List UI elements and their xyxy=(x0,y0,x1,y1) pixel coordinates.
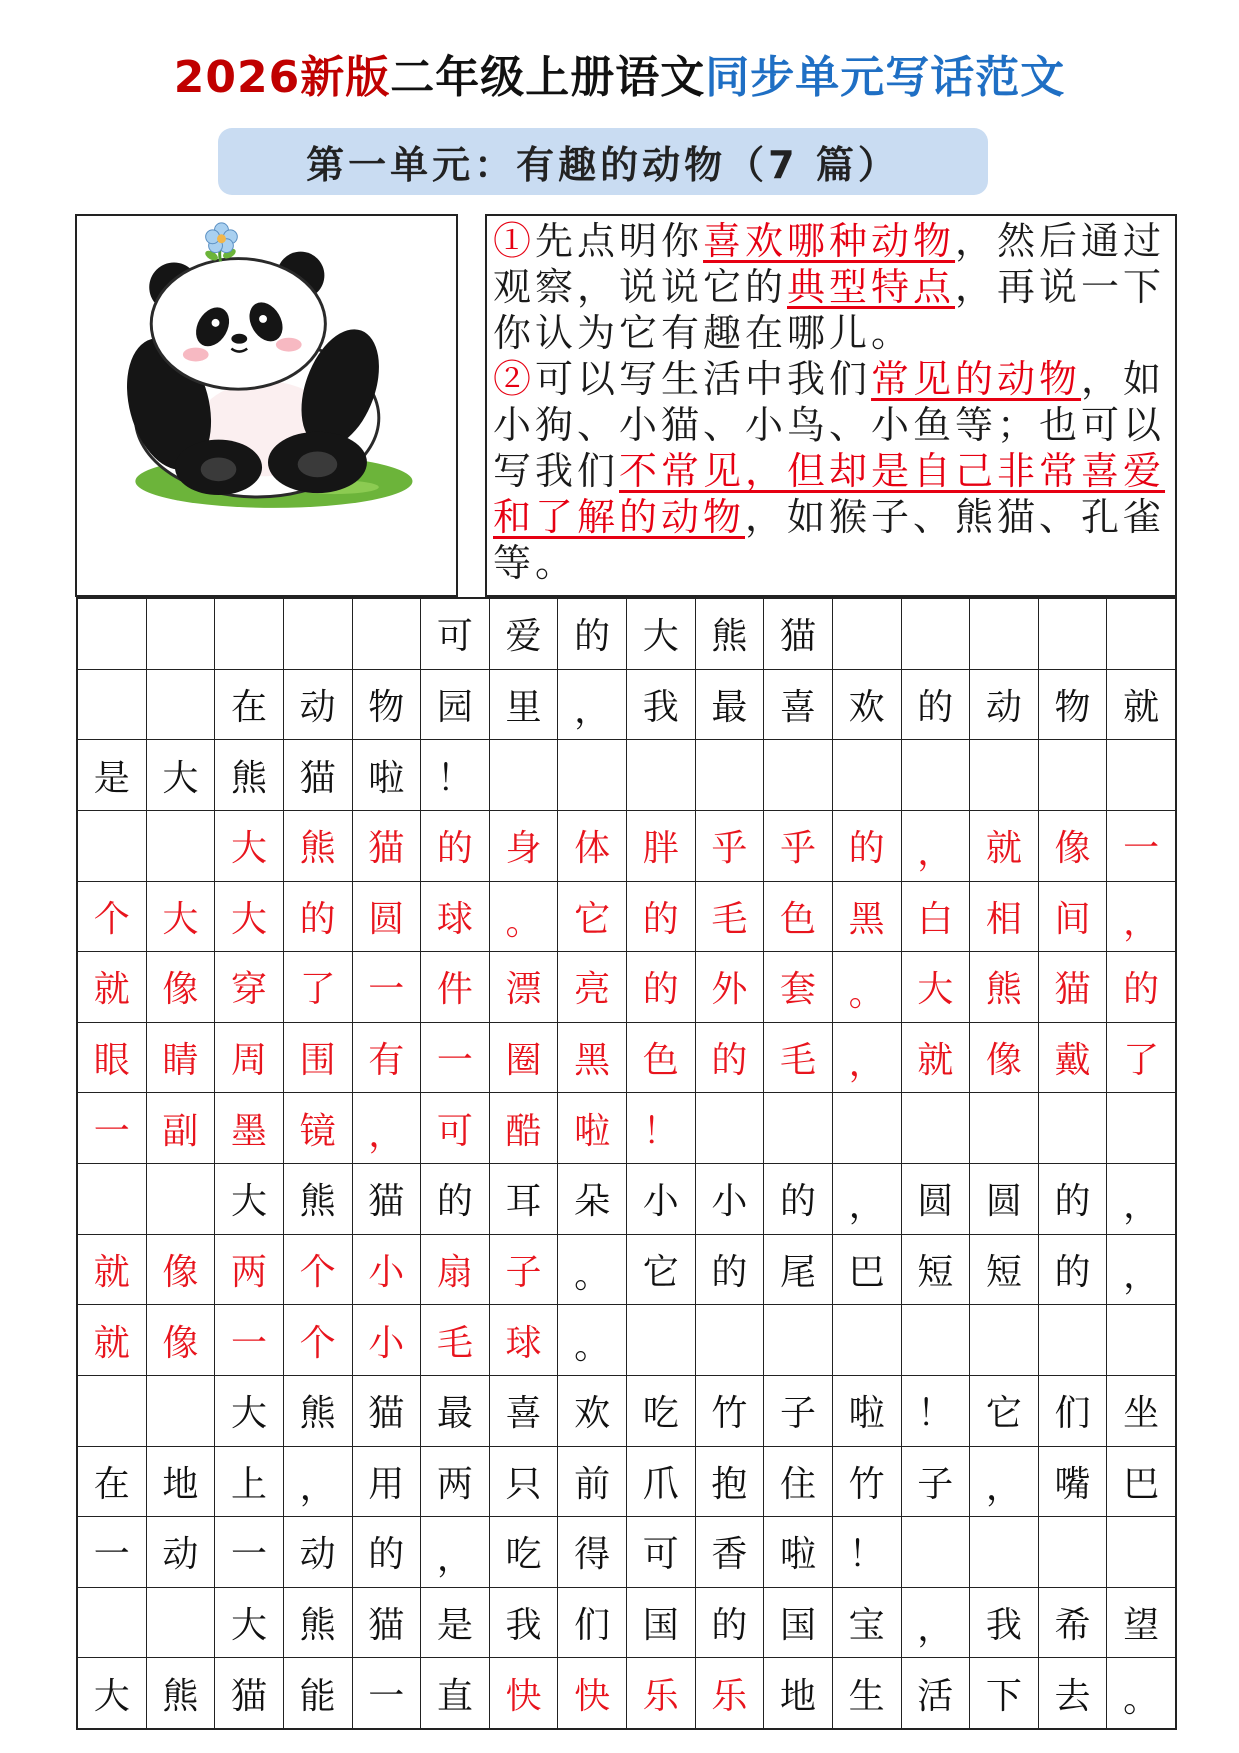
essay-character-cell: 件 xyxy=(421,952,490,1022)
essay-character-cell: 个 xyxy=(284,1235,353,1305)
essay-character-cell: 吃 xyxy=(490,1517,559,1587)
essay-character-cell: 猫 xyxy=(353,1376,422,1446)
essay-empty-cell xyxy=(970,1517,1039,1587)
essay-character-cell: 猫 xyxy=(353,1164,422,1234)
essay-character-cell: 毛 xyxy=(421,1305,490,1375)
essay-character-cell: 大 xyxy=(215,1164,284,1234)
essay-row xyxy=(78,1093,1175,1164)
essay-character-cell: 白 xyxy=(902,882,971,952)
essay-character-cell: ！ xyxy=(627,1093,696,1163)
essay-character-cell: 就 xyxy=(78,1235,147,1305)
essay-character-cell: 身 xyxy=(490,811,559,881)
essay-empty-cell xyxy=(970,1305,1039,1375)
essay-character-cell: 它 xyxy=(627,1235,696,1305)
essay-character-cell: 抱 xyxy=(696,1447,765,1517)
essay-character-cell: 望 xyxy=(1123,1605,1160,1647)
essay-empty-cell xyxy=(1107,1093,1175,1163)
essay-character-cell: 国 xyxy=(764,1588,833,1658)
essay-character-cell: 墨 xyxy=(215,1093,284,1163)
essay-character-cell: 可 xyxy=(421,599,490,669)
essay-character-cell: 里 xyxy=(490,670,559,740)
essay-row xyxy=(78,952,1175,1023)
essay-character-cell: 动 xyxy=(147,1517,216,1587)
essay-character-cell: 就 xyxy=(78,952,147,1022)
essay-row xyxy=(78,670,1175,741)
essay-character-cell: 两 xyxy=(421,1447,490,1517)
essay-row xyxy=(78,1517,1175,1588)
essay-character-cell: ， xyxy=(353,1093,422,1163)
essay-character-cell: 欢 xyxy=(558,1376,627,1446)
essay-character-cell: 球 xyxy=(490,1305,559,1375)
essay-character-cell: 的 xyxy=(764,1164,833,1234)
essay-character-cell: 可 xyxy=(421,1093,490,1163)
essay-character-cell: 一 xyxy=(78,1517,147,1587)
essay-character-cell: ， xyxy=(558,670,627,740)
essay-character-cell: 只 xyxy=(490,1447,559,1517)
essay-character-cell: 就 xyxy=(78,1305,147,1375)
essay-empty-cell xyxy=(1039,1517,1108,1587)
title-grade-subject: 二年级上册语文 xyxy=(390,52,706,103)
essay-character-cell: 朵 xyxy=(558,1164,627,1234)
essay-character-cell: 我 xyxy=(627,670,696,740)
essay-character-cell: 的 xyxy=(284,882,353,952)
essay-character-cell: 相 xyxy=(970,882,1039,952)
essay-character-cell: 上 xyxy=(215,1447,284,1517)
essay-character-cell: 的 xyxy=(902,670,971,740)
essay-row xyxy=(78,740,1175,811)
essay-character-cell: 猫 xyxy=(1039,952,1108,1022)
essay-writing-grid xyxy=(76,597,1177,1730)
essay-character-cell: 熊 xyxy=(696,599,765,669)
page-title xyxy=(0,48,1239,108)
essay-character-cell: 两 xyxy=(215,1235,284,1305)
essay-character-cell: 漂 xyxy=(490,952,559,1022)
essay-character-cell: 用 xyxy=(353,1447,422,1517)
tip-text: 可以写生活中我们 xyxy=(535,357,872,401)
essay-character-cell: ， xyxy=(284,1447,353,1517)
essay-empty-cell xyxy=(78,1164,147,1234)
essay-empty-cell xyxy=(1107,599,1175,669)
essay-character-cell: 去 xyxy=(1039,1658,1108,1728)
essay-character-cell: 尾 xyxy=(764,1235,833,1305)
tip-keyword: 典型特点 xyxy=(787,265,956,309)
essay-character-cell: 就 xyxy=(1123,686,1160,728)
essay-character-cell: 坐 xyxy=(1123,1393,1160,1435)
essay-character-cell: 的 xyxy=(833,811,902,881)
essay-character-cell: 外 xyxy=(696,952,765,1022)
essay-character-cell: 大 xyxy=(627,599,696,669)
essay-empty-cell xyxy=(490,740,559,810)
essay-character-cell: 短 xyxy=(902,1235,971,1305)
essay-character-cell: 竹 xyxy=(833,1447,902,1517)
essay-row xyxy=(78,882,1175,953)
essay-empty-cell xyxy=(215,599,284,669)
essay-character-cell: 猫 xyxy=(353,811,422,881)
essay-character-cell: 一 xyxy=(1123,828,1160,870)
essay-character-cell: 个 xyxy=(284,1305,353,1375)
essay-character-cell: 就 xyxy=(970,811,1039,881)
essay-character-cell: 毛 xyxy=(764,1023,833,1093)
essay-character-cell: 圈 xyxy=(490,1023,559,1093)
essay-row xyxy=(78,1305,1175,1376)
essay-character-cell: 小 xyxy=(353,1235,422,1305)
essay-character-cell: 熊 xyxy=(284,811,353,881)
essay-character-cell: 熊 xyxy=(970,952,1039,1022)
essay-character-cell: 戴 xyxy=(1039,1023,1108,1093)
essay-character-cell: 最 xyxy=(696,670,765,740)
essay-empty-cell xyxy=(970,1093,1039,1163)
essay-character-cell: 熊 xyxy=(147,1658,216,1728)
essay-character-cell: 喜 xyxy=(764,670,833,740)
essay-character-cell: 熊 xyxy=(284,1164,353,1234)
essay-character-cell: 子 xyxy=(490,1235,559,1305)
essay-empty-cell xyxy=(970,740,1039,810)
essay-character-cell: ， xyxy=(833,1023,902,1093)
essay-character-cell: 一 xyxy=(215,1517,284,1587)
essay-character-cell: 的 xyxy=(1123,969,1160,1011)
essay-character-cell: 一 xyxy=(353,952,422,1022)
essay-character-cell: 得 xyxy=(558,1517,627,1587)
essay-empty-cell xyxy=(353,599,422,669)
essay-character-cell: 像 xyxy=(147,952,216,1022)
essay-character-cell: 乐 xyxy=(696,1658,765,1728)
essay-character-cell: 能 xyxy=(284,1658,353,1728)
essay-character-cell: 短 xyxy=(970,1235,1039,1305)
essay-character-cell: 快 xyxy=(558,1658,627,1728)
essay-character-cell: 动 xyxy=(970,670,1039,740)
essay-empty-cell xyxy=(1107,1517,1175,1587)
flower-icon xyxy=(204,223,238,263)
essay-empty-cell xyxy=(78,811,147,881)
essay-row xyxy=(78,1235,1175,1306)
essay-character-cell: 。 xyxy=(558,1305,627,1375)
essay-character-cell: 球 xyxy=(421,882,490,952)
essay-character-cell: 眼 xyxy=(78,1023,147,1093)
essay-empty-cell xyxy=(902,740,971,810)
essay-character-cell: 前 xyxy=(558,1447,627,1517)
essay-character-cell: 。 xyxy=(558,1235,627,1305)
essay-character-cell: 熊 xyxy=(284,1588,353,1658)
essay-character-cell: 套 xyxy=(764,952,833,1022)
essay-character-cell: 大 xyxy=(215,882,284,952)
essay-character-cell: 周 xyxy=(215,1023,284,1093)
essay-character-cell: 一 xyxy=(215,1305,284,1375)
essay-character-cell: 的 xyxy=(421,811,490,881)
essay-character-cell: ， xyxy=(902,811,971,881)
essay-character-cell: 镜 xyxy=(284,1093,353,1163)
tip-keyword: 喜欢哪种动物 xyxy=(703,219,956,263)
essay-character-cell: 猫 xyxy=(353,1588,422,1658)
essay-character-cell: 一 xyxy=(78,1093,147,1163)
essay-character-cell: 大 xyxy=(147,740,216,810)
essay-empty-cell xyxy=(833,1305,902,1375)
essay-character-cell: 大 xyxy=(147,882,216,952)
essay-empty-cell xyxy=(833,599,902,669)
essay-character-cell: 穿 xyxy=(215,952,284,1022)
essay-character-cell: 色 xyxy=(764,882,833,952)
writing-tips-panel xyxy=(485,214,1177,597)
essay-empty-cell xyxy=(902,599,971,669)
essay-character-cell: 圆 xyxy=(353,882,422,952)
unit-title: 第一单元：有趣的动物（7 篇） xyxy=(306,143,900,187)
essay-character-cell: ， xyxy=(970,1447,1039,1517)
essay-empty-cell xyxy=(833,1093,902,1163)
tip-text: 先点明你 xyxy=(535,219,704,263)
essay-character-cell: 体 xyxy=(558,811,627,881)
essay-character-cell: 啦 xyxy=(353,740,422,810)
essay-character-cell: 在 xyxy=(78,1447,147,1517)
essay-character-cell: 的 xyxy=(421,1164,490,1234)
essay-character-cell: 巴 xyxy=(1123,1463,1160,1505)
essay-character-cell: 嘴 xyxy=(1039,1447,1108,1517)
essay-character-cell: 猫 xyxy=(764,599,833,669)
essay-character-cell: 香 xyxy=(696,1517,765,1587)
essay-empty-cell xyxy=(147,811,216,881)
essay-character-cell: 它 xyxy=(558,882,627,952)
essay-character-cell: 的 xyxy=(353,1517,422,1587)
essay-empty-cell xyxy=(902,1517,971,1587)
essay-character-cell: 动 xyxy=(284,1517,353,1587)
tip-paragraph xyxy=(493,356,1169,586)
essay-character-cell: 物 xyxy=(1039,670,1108,740)
tip-keyword: 不常见，但却是自己非常喜爱和了解的动物 xyxy=(493,449,1166,539)
essay-character-cell: 毛 xyxy=(696,882,765,952)
essay-character-cell: 熊 xyxy=(284,1376,353,1446)
essay-character-cell: 像 xyxy=(147,1305,216,1375)
essay-empty-cell xyxy=(1039,1093,1108,1163)
essay-empty-cell xyxy=(284,599,353,669)
essay-empty-cell xyxy=(1107,1305,1175,1375)
essay-character-cell: 围 xyxy=(284,1023,353,1093)
essay-character-cell: 们 xyxy=(558,1588,627,1658)
tip-keyword: 常见的动物 xyxy=(871,357,1082,401)
essay-character-cell: 巴 xyxy=(833,1235,902,1305)
essay-character-cell: 地 xyxy=(764,1658,833,1728)
essay-empty-cell xyxy=(696,1305,765,1375)
essay-character-cell: 猫 xyxy=(284,740,353,810)
essay-character-cell: 生 xyxy=(833,1658,902,1728)
essay-character-cell: 是 xyxy=(78,740,147,810)
essay-character-cell: 动 xyxy=(284,670,353,740)
essay-row xyxy=(78,1658,1175,1728)
essay-empty-cell xyxy=(833,740,902,810)
essay-character-cell: 亮 xyxy=(558,952,627,1022)
essay-character-cell: 熊 xyxy=(215,740,284,810)
essay-empty-cell xyxy=(78,1376,147,1446)
essay-empty-cell xyxy=(902,1305,971,1375)
essay-empty-cell xyxy=(78,1588,147,1658)
essay-character-cell: 它 xyxy=(970,1376,1039,1446)
essay-character-cell: 。 xyxy=(490,882,559,952)
essay-character-cell: 我 xyxy=(970,1588,1039,1658)
essay-character-cell: 像 xyxy=(147,1235,216,1305)
essay-character-cell: 大 xyxy=(215,1376,284,1446)
essay-character-cell: 。 xyxy=(1123,1679,1160,1720)
tip-text: ，然后通过观察，说说它的 xyxy=(493,219,1166,309)
essay-character-cell: 物 xyxy=(353,670,422,740)
panda-icon xyxy=(113,252,393,497)
essay-character-cell: 啦 xyxy=(558,1093,627,1163)
essay-character-cell: ， xyxy=(902,1588,971,1658)
essay-character-cell: 黑 xyxy=(558,1023,627,1093)
essay-row xyxy=(78,1164,1175,1235)
essay-character-cell: 。 xyxy=(833,952,902,1022)
tip-text: ，再说一下你认为它有趣在哪儿。 xyxy=(493,265,1166,355)
essay-character-cell: 酷 xyxy=(490,1093,559,1163)
essay-character-cell: ！ xyxy=(833,1517,902,1587)
essay-character-cell: 就 xyxy=(902,1023,971,1093)
essay-character-cell: 直 xyxy=(421,1658,490,1728)
essay-character-cell: 乐 xyxy=(627,1658,696,1728)
essay-empty-cell xyxy=(147,670,216,740)
essay-character-cell: 大 xyxy=(215,811,284,881)
essay-character-cell: ！ xyxy=(902,1376,971,1446)
essay-character-cell: 爱 xyxy=(490,599,559,669)
tip-number: ① xyxy=(493,219,536,263)
essay-character-cell: 是 xyxy=(421,1588,490,1658)
essay-character-cell: ， xyxy=(1123,1184,1160,1226)
essay-character-cell: ， xyxy=(833,1164,902,1234)
essay-row xyxy=(78,1447,1175,1518)
essay-character-cell: 的 xyxy=(696,1235,765,1305)
essay-character-cell: 圆 xyxy=(902,1164,971,1234)
essay-empty-cell xyxy=(147,1588,216,1658)
essay-character-cell: 希 xyxy=(1039,1588,1108,1658)
essay-character-cell: 的 xyxy=(627,882,696,952)
title-edition: 2026新版 xyxy=(173,52,391,103)
essay-character-cell: 可 xyxy=(627,1517,696,1587)
essay-empty-cell xyxy=(696,740,765,810)
essay-character-cell: 的 xyxy=(558,599,627,669)
essay-row xyxy=(78,811,1175,882)
essay-empty-cell xyxy=(902,1093,971,1163)
essay-character-cell: 副 xyxy=(147,1093,216,1163)
essay-character-cell: 们 xyxy=(1039,1376,1108,1446)
tip-text: ，如猴子、熊猫、孔雀等。 xyxy=(493,495,1166,585)
essay-empty-cell xyxy=(627,1305,696,1375)
essay-character-cell: 竹 xyxy=(696,1376,765,1446)
essay-character-cell: 黑 xyxy=(833,882,902,952)
essay-empty-cell xyxy=(147,599,216,669)
essay-character-cell: 园 xyxy=(421,670,490,740)
essay-character-cell: 的 xyxy=(696,1588,765,1658)
essay-empty-cell xyxy=(764,740,833,810)
essay-character-cell: 啦 xyxy=(833,1376,902,1446)
essay-character-cell: ！ xyxy=(421,740,490,810)
essay-character-cell: 下 xyxy=(970,1658,1039,1728)
essay-character-cell: 宝 xyxy=(833,1588,902,1658)
essay-character-cell: 欢 xyxy=(833,670,902,740)
essay-character-cell: 的 xyxy=(627,952,696,1022)
essay-character-cell: ， xyxy=(1123,902,1160,944)
unit-banner xyxy=(218,128,988,195)
essay-empty-cell xyxy=(558,740,627,810)
essay-character-cell: 地 xyxy=(147,1447,216,1517)
essay-character-cell: 最 xyxy=(421,1376,490,1446)
essay-character-cell: 间 xyxy=(1039,882,1108,952)
essay-character-cell: 爪 xyxy=(627,1447,696,1517)
essay-empty-cell xyxy=(970,599,1039,669)
essay-empty-cell xyxy=(1039,1305,1108,1375)
essay-row xyxy=(78,599,1175,670)
essay-character-cell: 大 xyxy=(215,1588,284,1658)
essay-character-cell: 像 xyxy=(1039,811,1108,881)
essay-character-cell: 有 xyxy=(353,1023,422,1093)
essay-character-cell: 耳 xyxy=(490,1164,559,1234)
panda-illustration xyxy=(77,216,456,595)
essay-character-cell: ， xyxy=(421,1517,490,1587)
essay-character-cell: 快 xyxy=(490,1658,559,1728)
essay-character-cell: 了 xyxy=(284,952,353,1022)
essay-character-cell: 小 xyxy=(696,1164,765,1234)
essay-character-cell: 小 xyxy=(353,1305,422,1375)
essay-empty-cell xyxy=(78,599,147,669)
essay-empty-cell xyxy=(147,1376,216,1446)
essay-character-cell: 个 xyxy=(78,882,147,952)
essay-character-cell: 吃 xyxy=(627,1376,696,1446)
essay-character-cell: 住 xyxy=(764,1447,833,1517)
essay-row xyxy=(78,1376,1175,1447)
essay-character-cell: 睛 xyxy=(147,1023,216,1093)
essay-character-cell: 国 xyxy=(627,1588,696,1658)
essay-character-cell: 的 xyxy=(1039,1235,1108,1305)
essay-character-cell: 一 xyxy=(353,1658,422,1728)
essay-character-cell: 大 xyxy=(902,952,971,1022)
essay-character-cell: 的 xyxy=(696,1023,765,1093)
essay-empty-cell xyxy=(764,1093,833,1163)
essay-character-cell: 乎 xyxy=(764,811,833,881)
essay-empty-cell xyxy=(1039,599,1108,669)
tip-paragraph xyxy=(493,218,1169,356)
tip-number: ② xyxy=(493,357,536,401)
essay-character-cell: 在 xyxy=(215,670,284,740)
essay-empty-cell xyxy=(627,740,696,810)
essay-character-cell: 胖 xyxy=(627,811,696,881)
essay-character-cell: 像 xyxy=(970,1023,1039,1093)
essay-row xyxy=(78,1023,1175,1094)
essay-empty-cell xyxy=(1107,740,1175,810)
essay-character-cell: 的 xyxy=(1039,1164,1108,1234)
essay-character-cell: 了 xyxy=(1123,1040,1160,1082)
essay-row xyxy=(78,1588,1175,1659)
essay-character-cell: 色 xyxy=(627,1023,696,1093)
essay-character-cell: 圆 xyxy=(970,1164,1039,1234)
essay-empty-cell xyxy=(78,670,147,740)
essay-character-cell: 小 xyxy=(627,1164,696,1234)
essay-empty-cell xyxy=(764,1305,833,1375)
essay-character-cell: 猫 xyxy=(215,1658,284,1728)
essay-character-cell: 子 xyxy=(764,1376,833,1446)
essay-character-cell: 大 xyxy=(78,1658,147,1728)
essay-character-cell: 一 xyxy=(421,1023,490,1093)
essay-character-cell: 乎 xyxy=(696,811,765,881)
essay-character-cell: 活 xyxy=(902,1658,971,1728)
essay-empty-cell xyxy=(147,1164,216,1234)
tip-text: ，如小狗、小猫、小鸟、小鱼等；也可以写我们 xyxy=(493,357,1166,493)
illustration-box xyxy=(75,214,458,597)
essay-character-cell: 扇 xyxy=(421,1235,490,1305)
title-topic: 同步单元写话范文 xyxy=(705,52,1066,103)
essay-character-cell: 我 xyxy=(490,1588,559,1658)
essay-empty-cell xyxy=(1039,740,1108,810)
essay-character-cell: 啦 xyxy=(764,1517,833,1587)
essay-character-cell: ， xyxy=(1123,1255,1160,1297)
essay-empty-cell xyxy=(696,1093,765,1163)
essay-character-cell: 喜 xyxy=(490,1376,559,1446)
essay-character-cell: 子 xyxy=(902,1447,971,1517)
